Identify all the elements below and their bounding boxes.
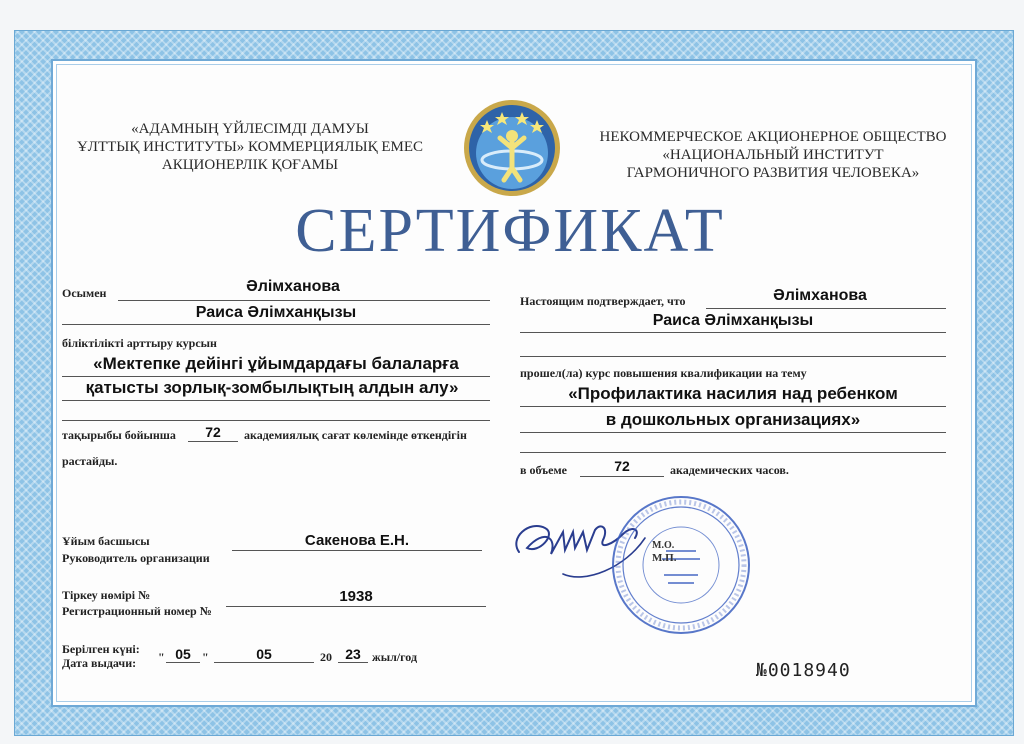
- date-month-line: [214, 662, 314, 663]
- kz-course-line-1: «Мектепке дейінгі ұйымдардағы балаларға: [93, 354, 459, 373]
- date-label-kz: Берілген күні:: [62, 642, 140, 656]
- stamp-mp-ru: М.П.: [652, 552, 677, 564]
- ru-blank-line: [520, 356, 946, 357]
- kz-course-underline-2: [62, 400, 490, 401]
- ru-course-label: прошел(ла) курс повышения квалификации на тему: [520, 366, 807, 380]
- head-name: Сакенова Е.Н.: [304, 532, 410, 549]
- stamp-mp-kz: М.О.: [652, 540, 675, 551]
- ru-surname: Әлімханова: [773, 287, 867, 304]
- ru-volume-label: в объеме: [520, 463, 568, 477]
- left-org-line: АКЦИОНЕРЛІК ҚОҒАМЫ: [161, 157, 339, 173]
- right-organization-name: [588, 128, 958, 182]
- kz-course-underline-3: [62, 420, 490, 421]
- reg-label-ru: Регистрационный номер №: [62, 604, 212, 618]
- head-name-line: [232, 550, 482, 551]
- date-year: 23: [345, 646, 361, 662]
- date-quote-open: ": [158, 650, 165, 664]
- ru-course-line-2: в дошкольных организациях»: [605, 410, 861, 429]
- head-label-kz: Ұйым басшысы: [62, 534, 150, 548]
- ru-name-line: [706, 308, 946, 309]
- right-org-line: ГАРМОНИЧНОГО РАЗВИТИЯ ЧЕЛОВЕКА»: [626, 165, 920, 181]
- ru-hours-value: 72: [614, 458, 630, 474]
- kz-name-line: [118, 300, 490, 301]
- certificate-title: СЕРТИФИКАТ: [295, 197, 725, 265]
- kz-course-label: біліктілікті арттыру курсын: [62, 336, 217, 350]
- kz-hours-line: [188, 441, 238, 442]
- left-org-line: ҰЛТТЫҚ ИНСТИТУТЫ» КОММЕРЦИЯЛЫҚ ЕМЕС: [76, 139, 424, 155]
- date-month: 05: [256, 646, 272, 662]
- ru-given-line: [520, 332, 946, 333]
- kz-topic-label: тақырыбы бойынша: [62, 428, 176, 442]
- official-stamp: [610, 494, 752, 636]
- kz-hours-value: 72: [205, 424, 221, 440]
- reg-number: 1938: [339, 588, 373, 605]
- date-year-prefix: 20: [320, 650, 332, 664]
- kz-hours-label: академиялық сағат көлемінде өткендігін: [244, 428, 467, 442]
- reg-label-kz: Тіркеу нөмірі №: [62, 588, 151, 602]
- ru-course-line-1: «Профилактика насилия над ребенком: [568, 384, 898, 403]
- date-day-line: [166, 662, 200, 663]
- left-org-line: «АДАМНЫҢ ҮЙЛЕСІМДІ ДАМУЫ: [131, 121, 369, 137]
- head-label-ru: Руководитель организации: [62, 551, 210, 565]
- kz-course-underline-1: [62, 376, 490, 377]
- right-org-line: «НАЦИОНАЛЬНЫЙ ИНСТИТУТ: [662, 147, 884, 163]
- ru-hours-label: академических часов.: [670, 463, 789, 477]
- kz-confirms-label: растайды.: [62, 454, 118, 468]
- kz-given-name: Раиса Әлімханқызы: [195, 304, 357, 321]
- date-suffix: жыл/год: [372, 650, 418, 664]
- ru-course-underline-1: [520, 406, 946, 407]
- ru-given-name: Раиса Әлімханқызы: [652, 312, 814, 329]
- institute-logo: [462, 98, 562, 198]
- reg-number-line: [226, 606, 486, 607]
- kz-given-line: [62, 324, 490, 325]
- serial-number: №0018940: [756, 660, 851, 681]
- ru-course-underline-2: [520, 432, 946, 433]
- kz-course-line-2: қатысты зорлық-зомбылықтың алдын алу»: [85, 378, 459, 397]
- ru-name-label: Настоящим подтверждает, что: [520, 294, 686, 308]
- ru-hours-line: [580, 476, 664, 477]
- date-year-line: [338, 662, 368, 663]
- left-organization-name: [70, 120, 430, 174]
- date-day: 05: [175, 646, 191, 662]
- kz-surname: Әлімханова: [246, 278, 340, 295]
- ru-course-underline-3: [520, 452, 946, 453]
- date-label-ru: Дата выдачи:: [62, 656, 137, 670]
- kz-name-label: Осымен: [62, 286, 107, 300]
- right-org-line: НЕКОММЕРЧЕСКОЕ АКЦИОНЕРНОЕ ОБЩЕСТВО: [599, 129, 947, 145]
- date-quote-close: ": [202, 650, 209, 664]
